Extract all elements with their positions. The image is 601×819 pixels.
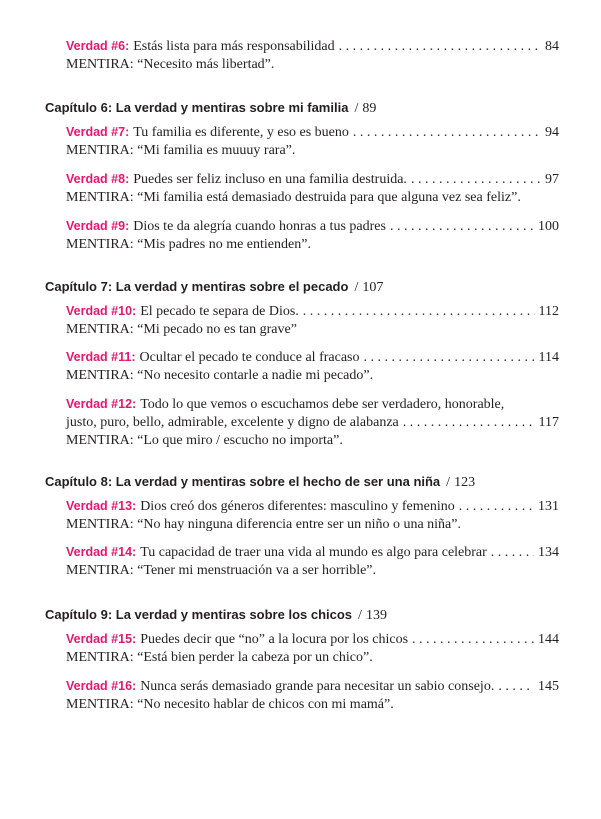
- mentira-text: MENTIRA: “Mi pecado no es tan grave”: [66, 322, 297, 337]
- toc-entry-line: [66, 170, 559, 189]
- chapter-title: Capítulo 9: La verdad y mentiras sobre los chicos: [45, 607, 353, 622]
- separator: /: [354, 280, 359, 295]
- dot-leader: [403, 414, 535, 432]
- mentira-text: MENTIRA: “No necesito contarle a nadie mi pecado”.: [66, 368, 374, 383]
- dot-leader: [339, 38, 541, 56]
- toc-entry-line: [66, 395, 559, 414]
- page-number: 134: [538, 545, 559, 560]
- toc-entry-line: [66, 123, 559, 142]
- chapter-page-number: 107: [362, 280, 384, 295]
- mentira-text: MENTIRA: “No necesito hablar de chicos con mi mamá”.: [66, 697, 394, 712]
- toc-entry-line: [66, 630, 559, 649]
- mentira-text: MENTIRA: “No hay ninguna diferencia entre ser un niño o una niña”.: [66, 517, 461, 532]
- toc-entry-verdad-13: [66, 497, 559, 534]
- dot-leader: [303, 303, 535, 321]
- toc-entry-line: [66, 37, 559, 56]
- toc-entry-verdad-11: [66, 348, 559, 385]
- toc-entry-line: [66, 348, 559, 367]
- toc-entry-verdad-14: [66, 543, 559, 580]
- page-number: 84: [545, 39, 559, 54]
- verdad-text: Estás lista para más responsabilidad: [133, 39, 335, 54]
- page-number: 144: [538, 632, 559, 647]
- page-number: 145: [538, 679, 559, 694]
- mentira-text: MENTIRA: “Mis padres no me entienden”.: [66, 237, 311, 252]
- verdad-label: Verdad #15:: [66, 632, 137, 646]
- chapter-heading-9: [45, 607, 565, 624]
- dot-leader: [411, 171, 541, 189]
- page-number: 114: [538, 350, 559, 365]
- toc-entry-verdad-15: [66, 630, 559, 667]
- verdad-text: El pecado te separa de Dios.: [140, 304, 299, 319]
- toc-entry-line: [66, 217, 559, 236]
- verdad-label: Verdad #10:: [66, 304, 137, 318]
- toc-entry-verdad-12: [66, 395, 559, 450]
- mentira-text: MENTIRA: “Tener mi menstruación va a ser horrible”.: [66, 563, 377, 578]
- verdad-text: Puedes ser feliz incluso en una familia destruida.: [133, 172, 407, 187]
- verdad-text: Dios te da alegría cuando honras a tus padres: [133, 219, 386, 234]
- page-number: 94: [545, 125, 559, 140]
- separator: /: [446, 475, 451, 490]
- toc-entry-verdad-8: [66, 170, 559, 207]
- chapter-page-number: 89: [362, 101, 377, 116]
- chapter-title: Capítulo 8: La verdad y mentiras sobre el hecho de ser una niña: [45, 474, 441, 489]
- mentira-text: MENTIRA: “Mi familia está demasiado destruida para que alguna vez sea feliz”.: [66, 190, 521, 205]
- mentira-text: MENTIRA: “Mi familia es muuuy rara”.: [66, 143, 296, 158]
- verdad-label: Verdad #8:: [66, 172, 130, 186]
- toc-entry-line: [66, 302, 559, 321]
- dot-leader: [459, 498, 534, 516]
- dot-leader: [353, 124, 541, 142]
- verdad-label: Verdad #7:: [66, 125, 130, 139]
- page-number: 97: [545, 172, 559, 187]
- toc-entry-verdad-6: [66, 37, 559, 74]
- toc-entry-verdad-9: [66, 217, 559, 254]
- toc-entry-verdad-16: [66, 677, 559, 714]
- mentira-text: MENTIRA: “Lo que miro / escucho no importa”.: [66, 433, 343, 448]
- verdad-label: Verdad #11:: [66, 350, 136, 364]
- mentira-text: MENTIRA: “Necesito más libertad”.: [66, 57, 275, 72]
- verdad-label: Verdad #16:: [66, 679, 137, 693]
- verdad-label: Verdad #14:: [66, 545, 137, 559]
- page-number: 100: [538, 219, 559, 234]
- toc-entry-verdad-10: [66, 302, 559, 339]
- chapter-heading-7: [45, 279, 565, 296]
- verdad-text: Puedes decir que “no” a la locura por los chicos: [140, 632, 409, 647]
- verdad-text: Nunca serás demasiado grande para necesitar un sabio consejo.: [140, 679, 495, 694]
- toc-entry-line: [66, 497, 559, 516]
- chapter-title: Capítulo 6: La verdad y mentiras sobre mi familia: [45, 100, 349, 115]
- separator: /: [354, 101, 359, 116]
- chapter-page-number: 139: [365, 608, 387, 623]
- dot-leader: [412, 631, 534, 649]
- chapter-heading-8: [45, 474, 565, 491]
- toc-entry-line: [66, 414, 559, 432]
- verdad-label: Verdad #13:: [66, 499, 137, 513]
- verdad-text: Tu capacidad de traer una vida al mundo es algo para celebrar: [140, 545, 487, 560]
- chapter-title: Capítulo 7: La verdad y mentiras sobre el pecado: [45, 279, 349, 294]
- dot-leader: [498, 678, 534, 696]
- page-number: 131: [538, 499, 559, 514]
- verdad-label: Verdad #12:: [66, 397, 137, 411]
- dot-leader: [491, 544, 534, 562]
- verdad-text-continued: justo, puro, bello, admirable, excelente y digno de alabanza: [66, 415, 399, 430]
- toc-entry-line: [66, 677, 559, 696]
- page-number: 112: [538, 304, 559, 319]
- chapter-page-number: 123: [454, 475, 476, 490]
- verdad-label: Verdad #9:: [66, 219, 130, 233]
- chapter-heading-6: [45, 100, 565, 117]
- dot-leader: [364, 349, 535, 367]
- verdad-text: Ocultar el pecado te conduce al fracaso: [139, 350, 360, 365]
- verdad-label: Verdad #6:: [66, 39, 130, 53]
- page-number: 117: [538, 415, 559, 430]
- toc-entry-verdad-7: [66, 123, 559, 160]
- verdad-text: Tu familia es diferente, y eso es bueno: [133, 125, 349, 140]
- dot-leader: [390, 218, 534, 236]
- verdad-text: Dios creó dos géneros diferentes: masculino y femenino: [140, 499, 455, 514]
- mentira-text: MENTIRA: “Está bien perder la cabeza por un chico”.: [66, 650, 373, 665]
- separator: /: [358, 608, 362, 623]
- toc-entry-line: [66, 543, 559, 562]
- verdad-text: Todo lo que vemos o escuchamos debe ser verdadero, honorable,: [140, 397, 505, 412]
